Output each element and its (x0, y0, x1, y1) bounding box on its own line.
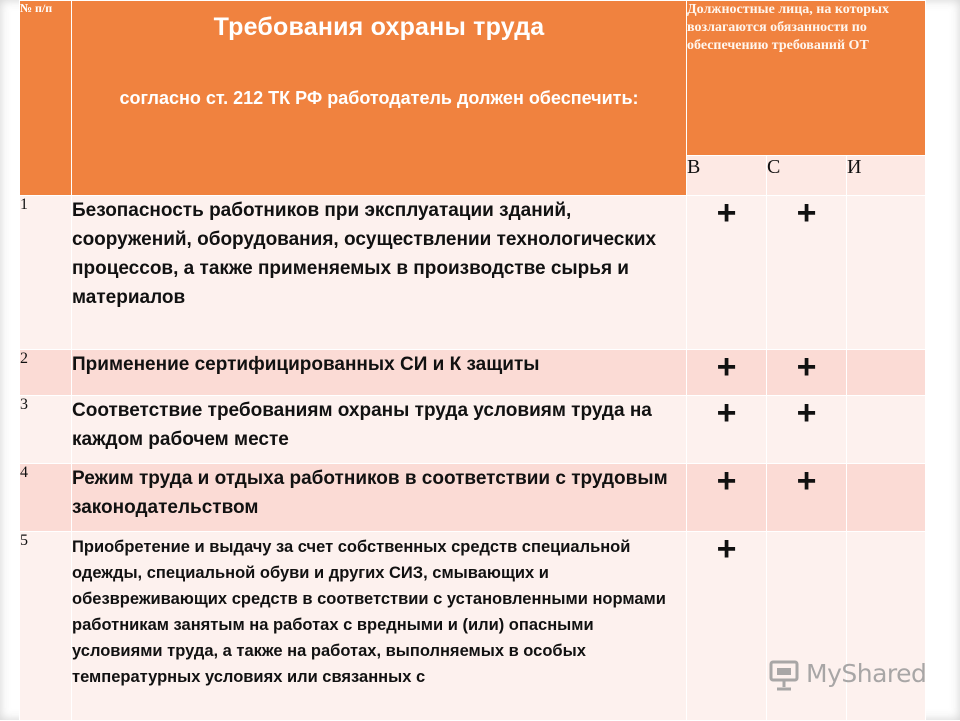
table-title: Требования охраны труда (213, 13, 545, 41)
table-row (20, 396, 926, 464)
table-row (20, 350, 926, 396)
mark-v: + (687, 396, 767, 464)
requirement-text: Соответствие требованиям охраны труда условиям труда на каждом рабочем месте (72, 396, 687, 464)
mark-v: + (687, 196, 767, 350)
column-header-v: В (687, 156, 767, 196)
mark-i (847, 350, 926, 396)
mark-v: + (687, 350, 767, 396)
table-header-row (20, 1, 926, 156)
mark-s: + (767, 350, 847, 396)
row-number: 3 (20, 396, 72, 464)
column-header-s: С (767, 156, 847, 196)
row-number: 2 (20, 350, 72, 396)
column-header-i: И (847, 156, 926, 196)
table-subtitle: согласно ст. 212 ТК РФ работодатель должен обеспечить: (119, 88, 639, 108)
watermark-text: MyShared (806, 659, 927, 688)
mark-i (847, 196, 926, 350)
row-number: 1 (20, 196, 72, 350)
requirement-text: Применение сертифицированных СИ и К защиты (72, 350, 687, 396)
presentation-icon (768, 659, 802, 691)
table-row (20, 464, 926, 532)
requirement-text: Режим труда и отдыха работников в соответствии с трудовым законодательством (72, 464, 687, 532)
mark-v: + (687, 532, 767, 721)
mark-s: + (767, 196, 847, 350)
requirement-text: Приобретение и выдачу за счет собственных средств специальной одежды, специальной обуви и других СИЗ, смывающих и обезвреживающих средств в соответствии с установленными нормами работникам занятым на работах с вредными и (или) опасными условиями труда, а также на работах, выполняемых в особых температурных условиях или связанных с (72, 532, 687, 721)
labor-safety-table (19, 0, 926, 721)
number-column-header: № п/п (20, 1, 72, 196)
row-number: 5 (20, 532, 72, 721)
mark-v: + (687, 464, 767, 532)
mark-i (847, 396, 926, 464)
mark-s: + (767, 396, 847, 464)
mark-i (847, 464, 926, 532)
myshared-watermark (768, 657, 938, 693)
mark-s: + (767, 464, 847, 532)
table-row (20, 196, 926, 350)
requirements-column-header (72, 1, 687, 196)
row-number: 4 (20, 464, 72, 532)
responsible-persons-header: Должностные лица, на которых возлагаются обязанности по обеспечению требований ОТ (687, 1, 926, 156)
requirement-text: Безопасность работников при эксплуатации зданий, сооружений, оборудования, осуществлении технологических процессов, а также применяемых в производстве сырья и материалов (72, 196, 687, 350)
